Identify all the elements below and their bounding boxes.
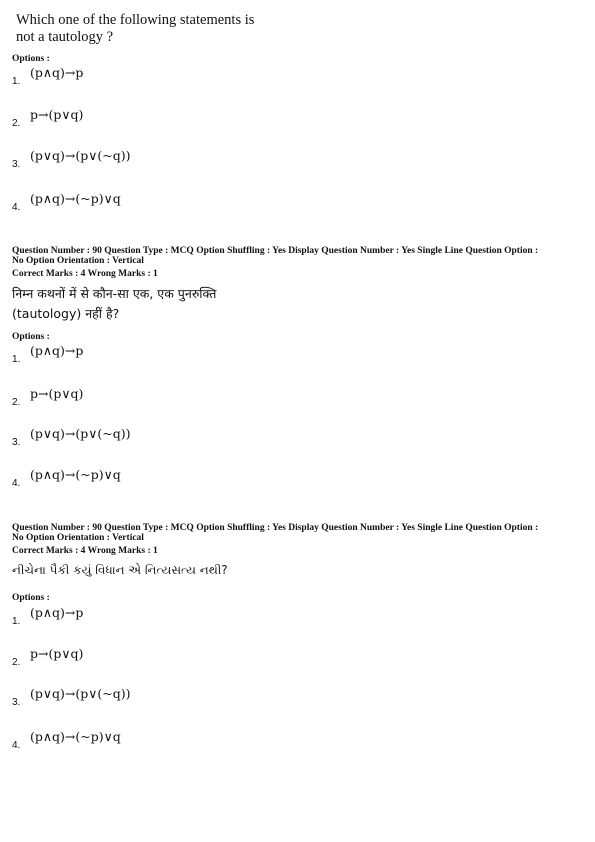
option-expression: (p∨q)→(p∨(~q)) bbox=[30, 686, 131, 701]
question-3-meta-line-1: Question Number : 90 Question Type : MCQ Option Shuffling : Yes Display Question Number : Yes Single Line Question Option : bbox=[12, 523, 539, 533]
option-number: 2. bbox=[12, 657, 21, 668]
question-2-text-line-1: निम्न कथनों में से कौन-सा एक, एक पुनरुक्ति bbox=[12, 286, 217, 301]
option-expression: p→(p∨q) bbox=[30, 386, 84, 401]
option-expression: p→(p∨q) bbox=[30, 107, 84, 122]
option-number: 4. bbox=[12, 740, 21, 751]
question-2-header bbox=[12, 246, 583, 324]
option-expression: (p∨q)→(p∨(~q)) bbox=[30, 148, 131, 163]
question-3-meta-line-2: No Option Orientation : Vertical bbox=[12, 533, 144, 543]
question-3-header bbox=[12, 523, 583, 578]
option-expression: (p∧q)→(~p)∨q bbox=[30, 467, 121, 482]
option-number: 4. bbox=[12, 202, 21, 213]
option-number: 2. bbox=[12, 397, 21, 408]
option-expression: (p∧q)→(~p)∨q bbox=[30, 191, 121, 206]
option-number: 3. bbox=[12, 437, 21, 448]
question-2-meta-line-1: Question Number : 90 Question Type : MCQ Option Shuffling : Yes Display Question Number : Yes Single Line Question Option : bbox=[12, 246, 539, 256]
question-1-text-line-2: not a tautology ? bbox=[16, 29, 114, 45]
option-expression: (p∧q)→p bbox=[30, 65, 84, 80]
question-2-options-label: Options : bbox=[12, 332, 50, 342]
option-expression: (p∨q)→(p∨(~q)) bbox=[30, 426, 131, 441]
question-3-text: નીચેના પૈકી કયું વિધાન એ નિત્યસત્ય નથી? bbox=[12, 563, 228, 577]
option-number: 4. bbox=[12, 478, 21, 489]
option-number: 3. bbox=[12, 697, 21, 708]
question-1-text bbox=[16, 12, 286, 46]
option-number: 3. bbox=[12, 159, 21, 170]
question-2-meta-line-2: No Option Orientation : Vertical bbox=[12, 256, 144, 266]
option-expression: (p∧q)→p bbox=[30, 343, 84, 358]
question-3-marks: Correct Marks : 4 Wrong Marks : 1 bbox=[12, 546, 158, 556]
option-expression: (p∧q)→p bbox=[30, 605, 84, 620]
option-number: 1. bbox=[12, 354, 21, 365]
question-2-marks: Correct Marks : 4 Wrong Marks : 1 bbox=[12, 269, 158, 279]
question-3-options-label: Options : bbox=[12, 593, 50, 603]
option-expression: (p∧q)→(~p)∨q bbox=[30, 729, 121, 744]
question-2-text-line-2: (tautology) नहीं है? bbox=[12, 306, 120, 321]
question-1-options-label: Options : bbox=[12, 54, 50, 64]
option-expression: p→(p∨q) bbox=[30, 646, 84, 661]
option-number: 1. bbox=[12, 76, 21, 87]
option-number: 2. bbox=[12, 118, 21, 129]
question-1-text-line-1: Which one of the following statements is bbox=[16, 12, 255, 28]
option-number: 1. bbox=[12, 616, 21, 627]
question-2-text bbox=[12, 284, 583, 324]
